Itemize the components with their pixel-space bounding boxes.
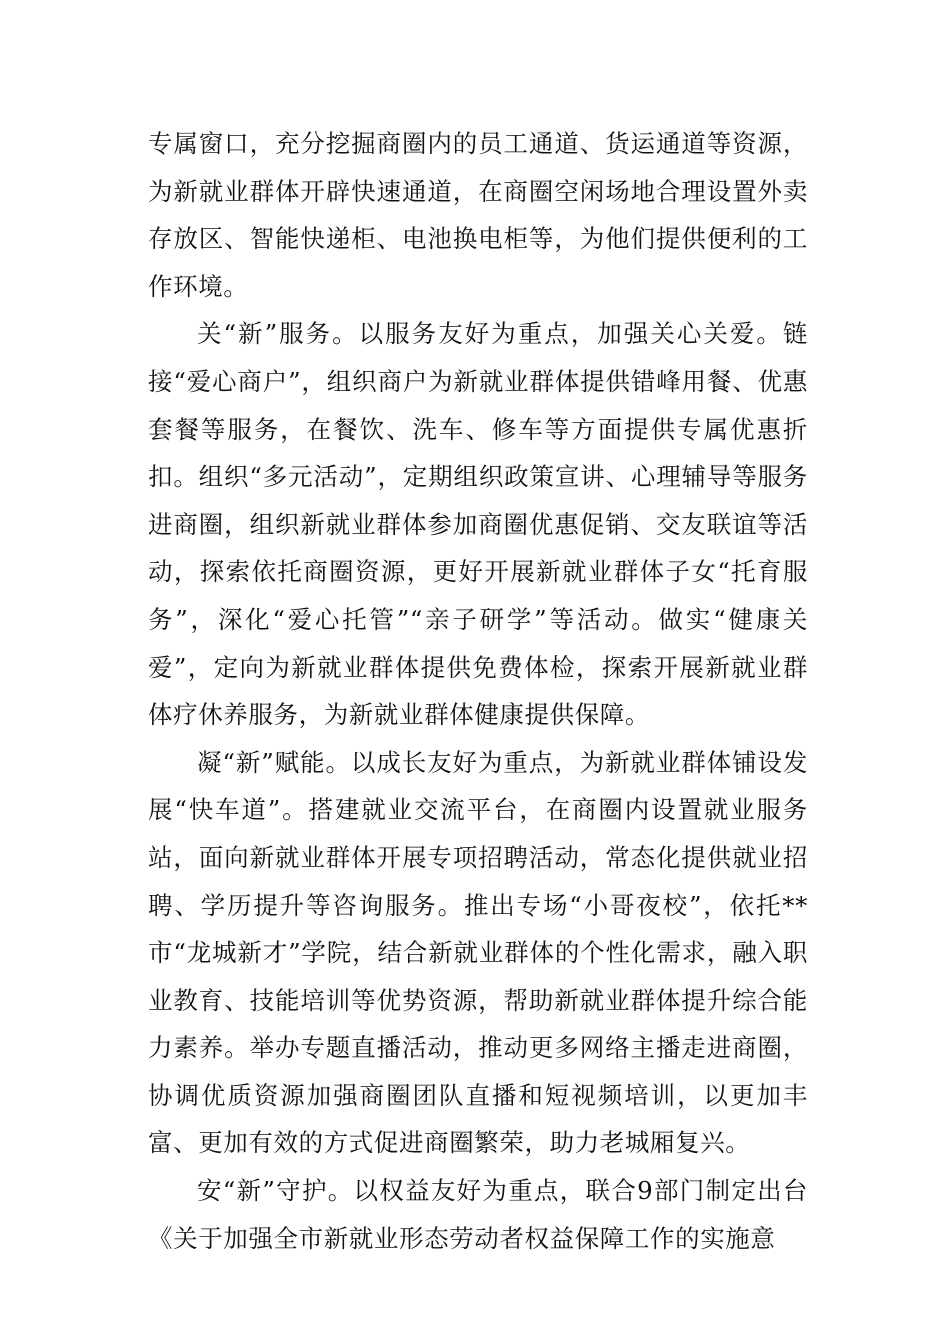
paragraph-service: 关“新”服务。以服务友好为重点，加强关心关爱。链接“爱心商户”，组织商户为新就业群体提供错峰用餐、优惠套餐等服务，在餐饮、洗车、修车等方面提供专属优惠折扣。组织“多元活动”，定期组织政策宣讲、心理辅导等服务进商圈，组织新就业群体参加商圈优惠促销、交友联谊等活动，探索依托商圈资源，更好开展新就业群体子女“托育服务”，深化“爱心托管”“亲子研学”等活动。做实“健康关爱”，定向为新就业群体提供免费体检，探索开展新就业群体疗休养服务，为新就业群体健康提供保障。	[148, 319, 808, 730]
paragraph-protection: 安“新”守护。以权益友好为重点，联合9部门制定出台《关于加强全市新就业形态劳动者权益保障工作的实施意	[148, 1176, 808, 1253]
document-body	[148, 120, 808, 1262]
paragraph-empowerment: 凝“新”赋能。以成长友好为重点，为新就业群体铺设发展“快车道”。搭建就业交流平台，在商圈内设置就业服务站，面向新就业群体开展专项招聘活动，常态化提供就业招聘、学历提升等咨询服务。推出专场“小哥夜校”，依托**市“龙城新才”学院，结合新就业群体的个性化需求，融入职业教育、技能培训等优势资源，帮助新就业群体提升综合能力素养。举办专题直播活动，推动更多网络主播走进商圈，协调优质资源加强商圈团队直播和短视频培训，以更加丰富、更加有效的方式促进商圈繁荣，助力老城厢复兴。	[148, 747, 808, 1158]
paragraph-continuation: 专属窗口，充分挖掘商圈内的员工通道、货运通道等资源，为新就业群体开辟快速通道，在商圈空闲场地合理设置外卖存放区、智能快递柜、电池换电柜等，为他们提供便利的工作环境。	[148, 129, 808, 301]
